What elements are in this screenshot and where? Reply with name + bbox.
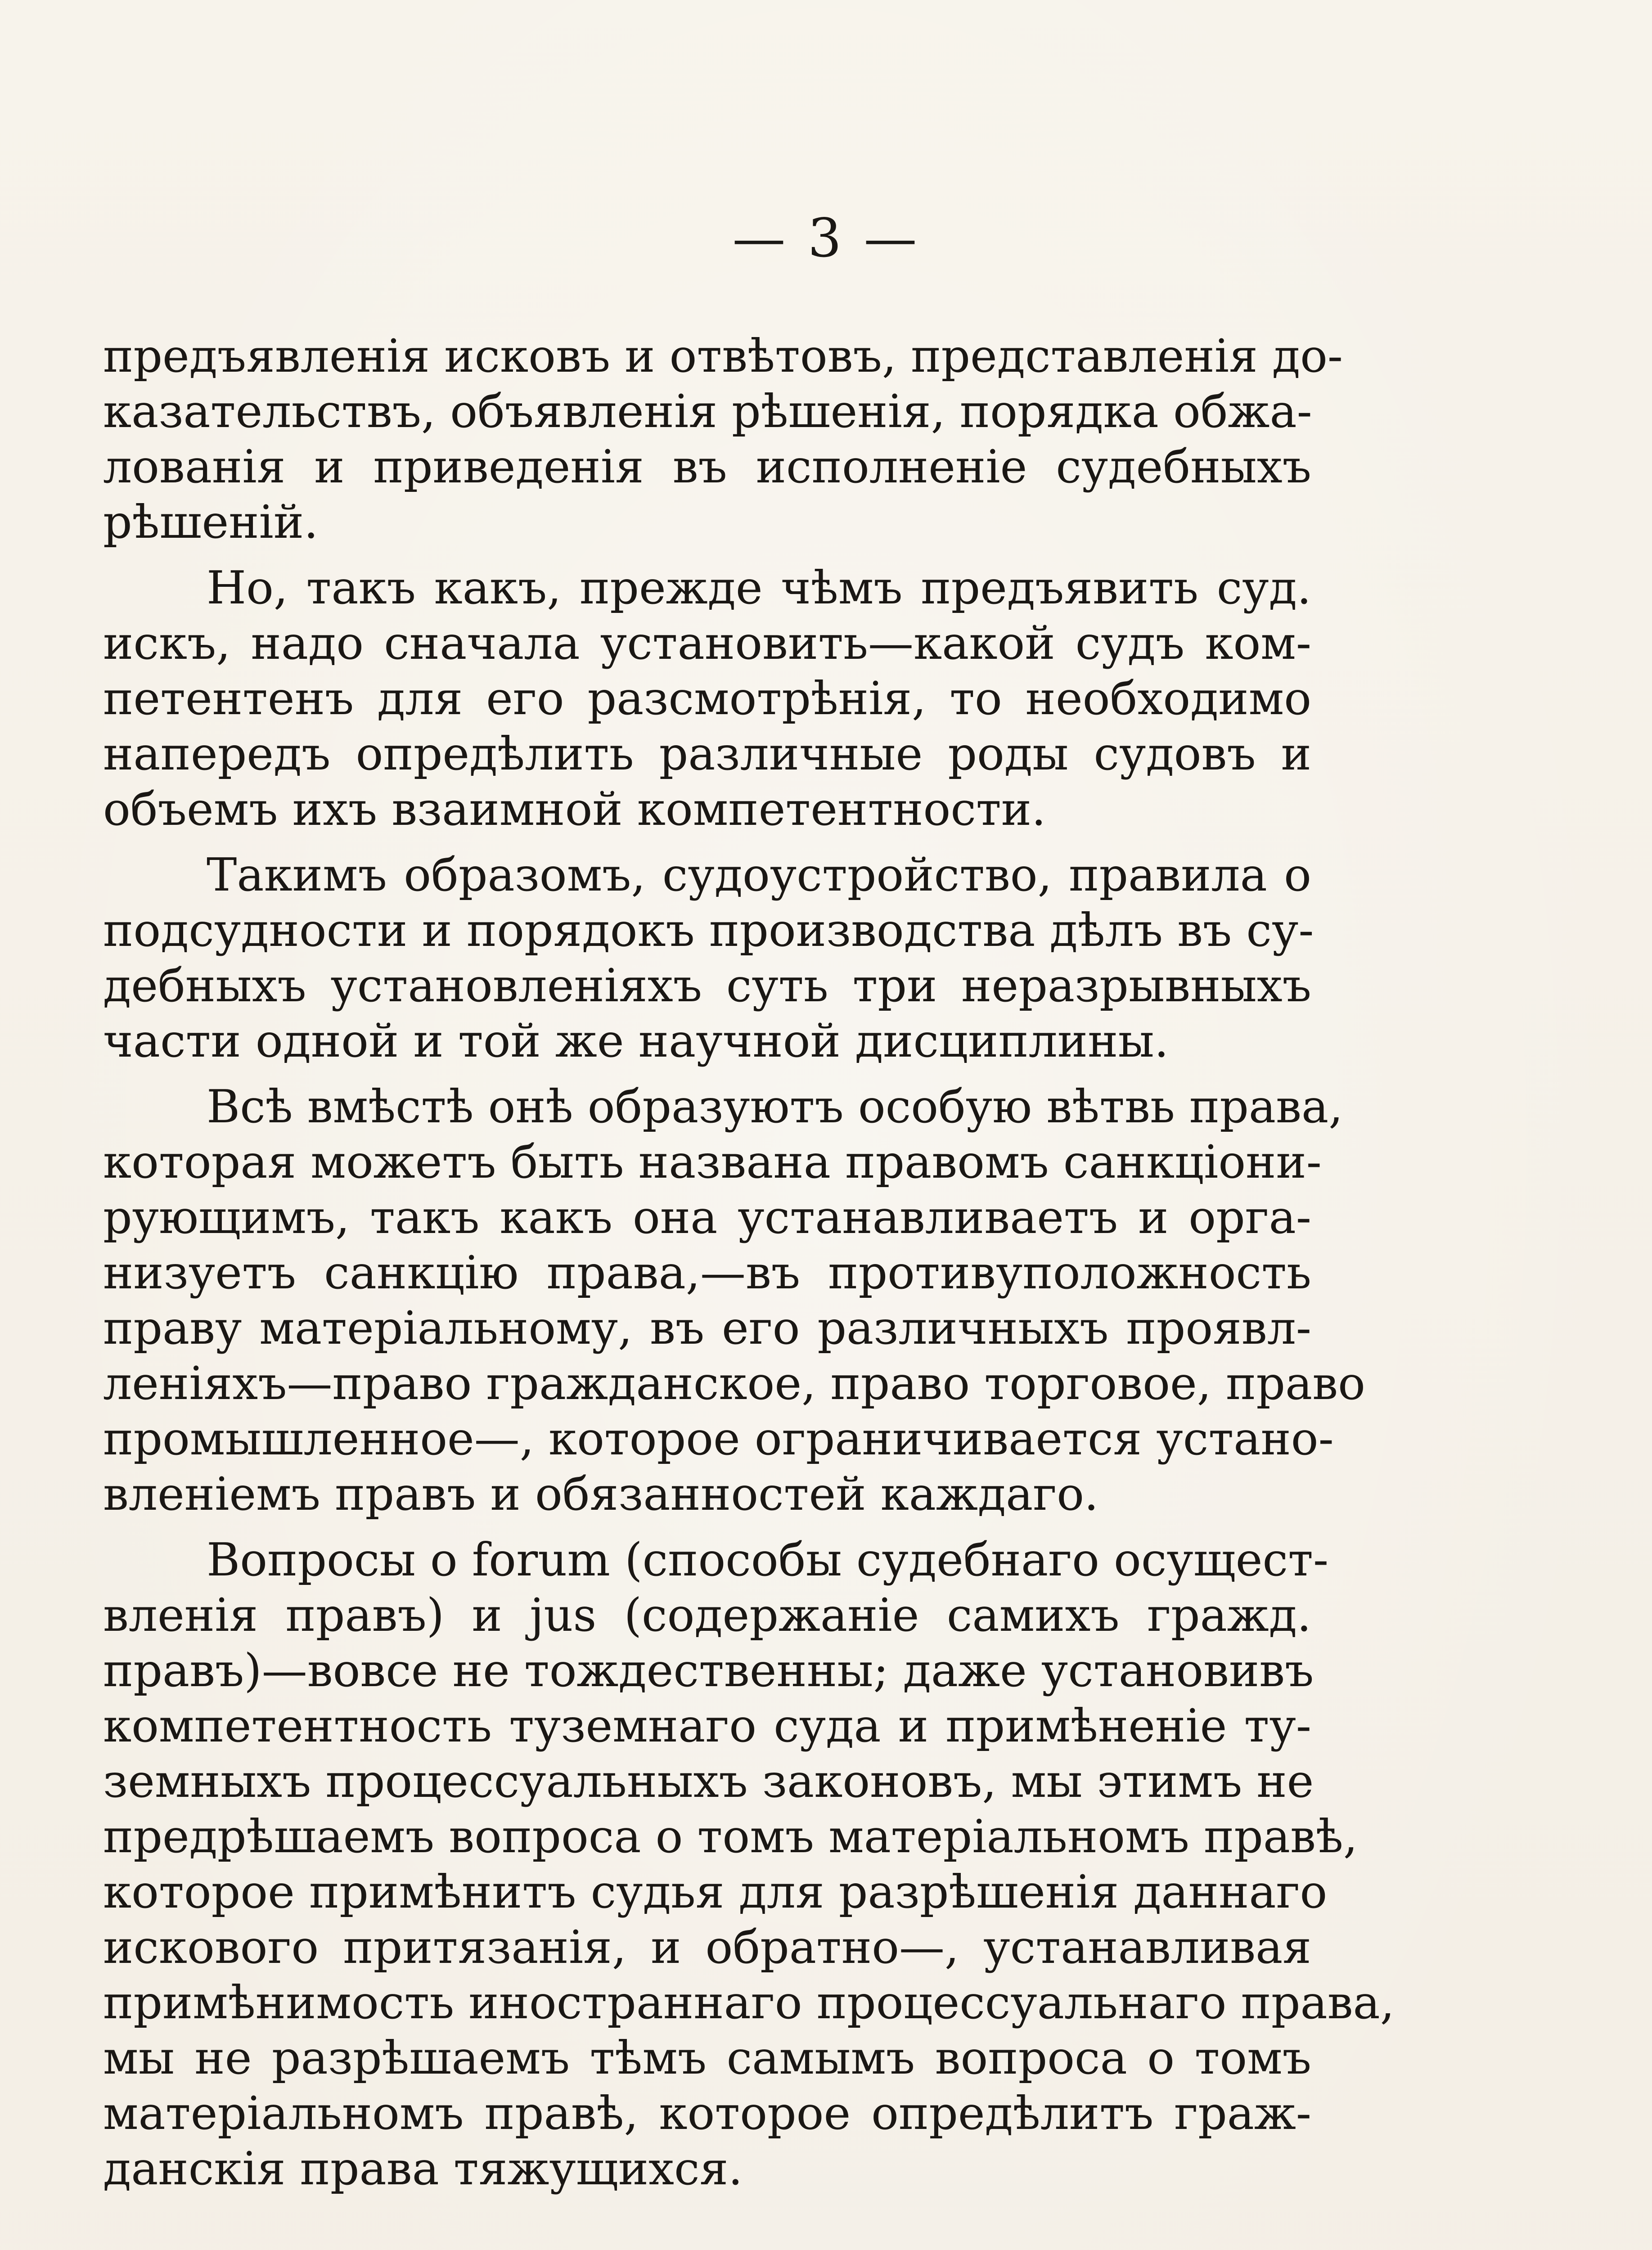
text-line: рѣшеній. xyxy=(103,495,319,549)
text-line: примѣнимость иностраннаго процессуальнаго права, xyxy=(103,1976,1395,2029)
text-line: Всѣ вмѣстѣ онѣ образуютъ особую вѣтвь права, xyxy=(207,1080,1343,1133)
text-line: казательствъ, объявленія рѣшенія, порядка обжа- xyxy=(103,385,1312,438)
page-body xyxy=(103,328,1395,2207)
text-line: которое примѣнитъ судья для разрѣшенія даннаго xyxy=(103,1865,1328,1918)
text-line: компетентность туземнаго суда и примѣненіе ту- xyxy=(103,1699,1311,1752)
paragraph-1 xyxy=(103,328,1343,550)
text-line: петентенъ для его разсмотрѣнія, то необходимо xyxy=(103,672,1311,725)
text-line: вленіемъ правъ и обязанностей каждаго. xyxy=(103,1467,1099,1521)
text-line: предрѣшаемъ вопроса о томъ матеріальномъ правѣ, xyxy=(103,1810,1358,1863)
text-line: дебныхъ установленіяхъ суть три неразрывныхъ xyxy=(103,959,1311,1012)
text-line: объемъ ихъ взаимной компетентности. xyxy=(103,783,1046,836)
paragraph-3 xyxy=(103,847,1314,1069)
text-line: Вопросы о forum (способы судебнаго осущест- xyxy=(207,1533,1329,1586)
text-line: вленія правъ) и jus (содержаніе самихъ гражд. xyxy=(103,1588,1311,1642)
text-line: лованія и приведенія въ исполненіе судебныхъ xyxy=(103,440,1311,493)
text-line: данскія права тяжущихся. xyxy=(103,2142,743,2195)
text-line: рующимъ, такъ какъ она устанавливаетъ и орга- xyxy=(103,1191,1311,1244)
text-line: Такимъ образомъ, судоустройство, правила о xyxy=(207,848,1311,901)
text-line: промышленное—, которое ограничивается устано- xyxy=(103,1412,1334,1465)
text-line: низуетъ санкцію права,—въ противуположность xyxy=(103,1246,1311,1299)
text-line: леніяхъ—право гражданское, право торговое, право xyxy=(103,1357,1365,1410)
text-line: искового притязанія, и обратно—, устанавливая xyxy=(103,1921,1311,1974)
paragraph-2 xyxy=(103,560,1311,837)
text-line: предъявленія исковъ и отвѣтовъ, представленія до- xyxy=(103,329,1343,382)
page-number: — 3 — xyxy=(732,207,920,269)
text-line: части одной и той же научной дисциплины. xyxy=(103,1014,1169,1067)
text-line: подсудности и порядокъ производства дѣлъ въ су- xyxy=(103,904,1314,957)
text-line: напередъ опредѣлить различные роды судовъ и xyxy=(103,727,1311,780)
text-line: земныхъ процессуальныхъ законовъ, мы этимъ не xyxy=(103,1755,1314,1808)
text-line: Но, такъ какъ, прежде чѣмъ предъявить суд. xyxy=(207,561,1311,614)
paragraph-4 xyxy=(103,1079,1365,1522)
text-line: искъ, надо сначала установить—какой судъ ком- xyxy=(103,616,1311,670)
paragraph-5 xyxy=(103,1532,1395,2196)
text-line: матеріальномъ правѣ, которое опредѣлитъ граж- xyxy=(103,2087,1311,2140)
text-line: которая можетъ быть названа правомъ санкціони- xyxy=(103,1135,1322,1188)
text-line: правъ)—вовсе не тождественны; даже установивъ xyxy=(103,1644,1314,1697)
text-line: праву матеріальному, въ его различныхъ проявл- xyxy=(103,1301,1311,1354)
text-line: мы не разрѣшаемъ тѣмъ самымъ вопроса о томъ xyxy=(103,2031,1311,2084)
